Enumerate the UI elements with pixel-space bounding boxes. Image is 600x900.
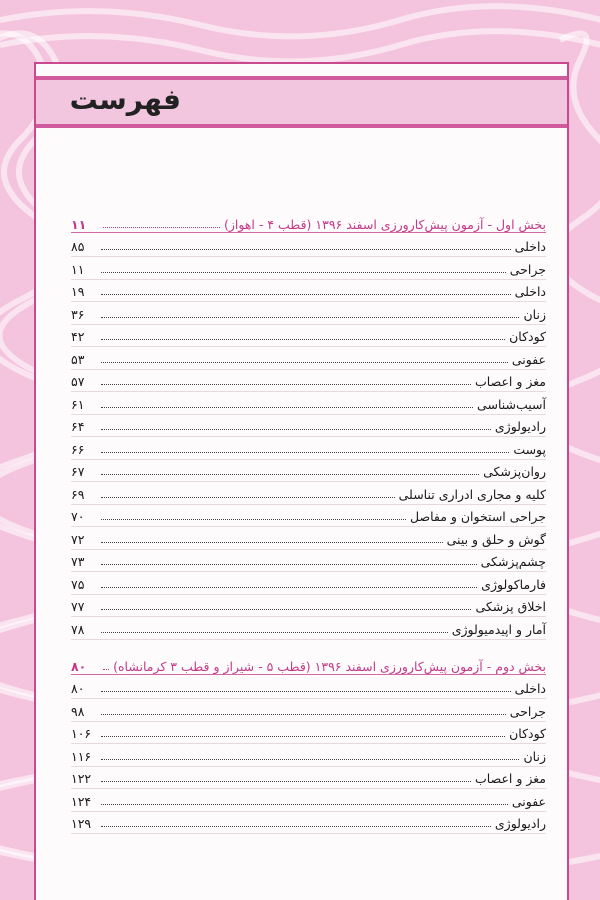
dot-leader [101,632,448,633]
section-heading-2[interactable] [71,654,546,675]
entry-page-number: ۱۰۶ [71,726,92,741]
entry-title: داخلی [514,239,546,254]
entry-title: پوست [513,441,546,457]
toc-entry[interactable] [71,766,546,789]
entry-title: مغز و اعصاب [475,374,546,389]
dot-leader [101,826,491,827]
entry-title: گوش و حلق و بینی [446,531,546,547]
dot-leader [101,759,519,760]
entry-title: اخلاق پزشکی [475,599,546,614]
entry-title: چشم‌پزشکی [480,554,546,569]
entry-page-number: ۶۱ [71,396,85,412]
entry-page-number: ۷۷ [71,599,85,614]
dot-leader [101,714,506,715]
entry-title: فارماکولوژی [481,576,546,592]
dot-leader [101,691,511,692]
dot-leader [101,587,477,588]
dot-leader [101,339,505,340]
dot-leader [101,362,508,363]
dot-leader [101,429,491,430]
entry-title: کلیه و مجاری ادراری تناسلی [398,486,546,502]
toc-entry[interactable] [71,279,546,302]
entry-title: مغز و اعصاب [475,771,546,786]
toc-entry[interactable] [71,459,546,482]
toc-entry[interactable] [71,369,546,392]
entry-page-number: ۱۲۴ [71,793,92,809]
dot-leader [101,736,505,737]
section-page-number: ۱۱ [71,217,87,232]
toc-entry[interactable] [71,811,546,834]
toc-entry[interactable] [71,549,546,572]
dot-leader [101,407,473,408]
entry-page-number: ۷۲ [71,531,85,547]
entry-page-number: ۶۶ [71,441,85,457]
section-heading-1[interactable] [71,212,546,233]
toc-entry[interactable] [71,699,546,722]
entry-title: کودکان [509,329,546,344]
toc-entry[interactable] [71,504,546,527]
entry-page-number: ۵۳ [71,351,85,367]
entry-page-number: ۱۲۲ [71,771,92,786]
entry-title: داخلی [514,681,546,696]
entry-title: آمار و اپیدمیولوژی [451,621,546,637]
dot-leader [101,609,471,610]
toc-entry[interactable] [71,257,546,280]
entry-page-number: ۷۵ [71,576,85,592]
toc-entry[interactable] [71,527,546,550]
entry-page-number: ۱۹ [71,284,85,299]
entry-page-number: ۸۵ [71,239,85,254]
entry-title: آسیب‌شناسی [477,396,546,412]
entry-title: جراحی [509,261,546,277]
entry-title: رادیولوژی [494,816,546,831]
dot-leader [101,542,443,543]
entry-title: جراحی [509,703,546,719]
toc-entry[interactable] [71,234,546,257]
toc-entry[interactable] [71,676,546,699]
dot-leader [103,669,109,670]
entry-page-number: ۷۸ [71,621,85,637]
toc-entry[interactable] [71,302,546,325]
toc-entry[interactable] [71,721,546,744]
dot-leader [101,249,511,250]
toc-entry[interactable] [71,482,546,505]
entry-page-number: ۳۶ [71,306,85,322]
dot-leader [101,564,477,565]
entry-page-number: ۱۱۶ [71,748,92,764]
entry-page-number: ۸۰ [71,681,85,696]
entry-title: زنان [523,748,546,764]
toc-entry[interactable] [71,572,546,595]
dot-leader [101,474,479,475]
toc-entry[interactable] [71,414,546,437]
toc-entry[interactable] [71,324,546,347]
entry-title: عفونی [511,351,546,367]
entry-page-number: ۱۱ [71,261,85,277]
entry-title: زنان [523,306,546,322]
dot-leader [101,452,509,453]
toc-entry[interactable] [71,347,546,370]
dot-leader [103,227,220,228]
dot-leader [101,317,519,318]
toc-page [34,62,569,900]
entry-title: کودکان [509,726,546,741]
entry-page-number: ۱۲۹ [71,816,92,831]
dot-leader [101,519,406,520]
dot-leader [101,781,471,782]
toc-entry[interactable] [71,594,546,617]
entry-title: داخلی [514,284,546,299]
entry-page-number: ۷۰ [71,509,85,524]
entry-page-number: ۷۳ [71,554,85,569]
entry-page-number: ۵۷ [71,374,85,389]
entry-title: جراحی استخوان و مفاصل [409,509,546,524]
dot-leader [101,497,395,498]
toc-entry[interactable] [71,392,546,415]
entry-page-number: ۹۸ [71,703,85,719]
entry-title: روان‌پزشکی [483,464,546,479]
toc-entry[interactable] [71,437,546,460]
entry-title: رادیولوژی [494,419,546,434]
entry-page-number: ۶۹ [71,486,85,502]
page-title: فهرست [69,83,181,116]
entry-title: عفونی [511,793,546,809]
table-of-contents [36,64,567,900]
toc-entry[interactable] [71,744,546,767]
dot-leader [101,272,506,273]
section-title: بخش اول - آزمون پیش‌کارورزی اسفند ۱۳۹۶ (قطب ۴ - اهواز) [223,217,546,232]
toc-entry[interactable] [71,617,546,640]
toc-entry[interactable] [71,789,546,812]
entry-page-number: ۶۷ [71,464,85,479]
section-page-number: ۸۰ [71,659,87,674]
dot-leader [101,294,511,295]
entry-page-number: ۶۴ [71,419,85,434]
dot-leader [101,804,508,805]
dot-leader [101,384,471,385]
section-title: بخش دوم - آزمون پیش‌کارورزی اسفند ۱۳۹۶ (قطب ۵ - شیراز و قطب ۳ کرمانشاه) [113,659,546,674]
entry-page-number: ۴۲ [71,329,85,344]
